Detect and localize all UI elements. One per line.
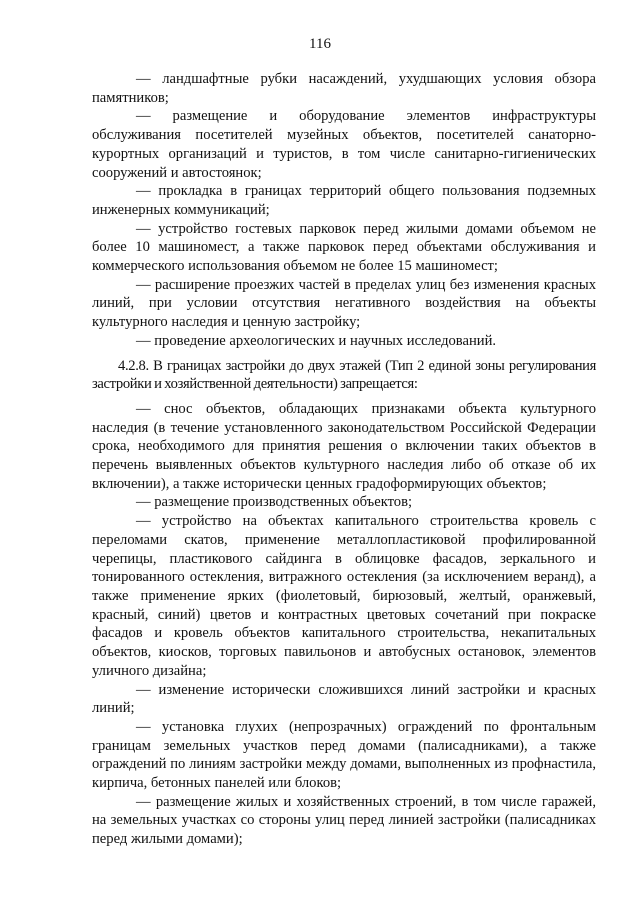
list-item: — изменение исторически сложившихся линий застройки и красных линий; [92, 681, 596, 717]
list-item: — проведение археологических и научных исследований. [136, 332, 497, 349]
list-item: — снос объектов, обладающих признаками объекта культурного наследия (в течение установленного законодательством Российской Федерации срока, необходимого для принятия решения о включении таких объектов в перечень выявленных объектов культурного наследия либо об отказе об их включении), а также исторически ценных градоформирующих объектов; [92, 400, 596, 492]
list-item: — ландшафтные рубки насаждений, ухудшающих условия обзора памятников; [92, 71, 596, 106]
list-item: — размещение производственных объектов; [136, 494, 413, 511]
list-item: — установка глухих (непрозрачных) ограждений по фронтальным границам земельных участков перед домами (палисадниками), а также ограждений по линиям застройки между домами, выполненных из профнастила, кирпича, бетонных панелей или блоков; [92, 718, 596, 792]
section-heading: 4.2.8. В границах застройки до двух этажей (Тип 2 единой зоны регулирования застройки и хозяйственной деятельности) запрещается: [92, 357, 596, 393]
list-item: — устройство на объектах капитального строительства кровель с переломами скатов, применение металлопластиковой профилированной черепицы, пластикового сайдинга в облицовке фасадов, зеркального и тонированного остекления, витражного остекления (за исключением веранд), а также применение ярких (фиолетовый, бирюзовый, желтый, оранжевый, красный, синий) цветов и контрастных цветовых сочетаний при покраске фасадов и кровель объектов капитального строительства, некапитальных объектов, киосков, торговых павильонов и автобусных остановок, элементов уличного дизайна; [92, 513, 596, 679]
list-item: — прокладка в границах территорий общего пользования подземных инженерных коммуникаций; [92, 183, 596, 218]
list-item: — размещение и оборудование элементов инфраструктуры обслуживания посетителей музейных объектов, посетителей санаторно-курортных организаций и туристов, в том числе санитарно-гигиенических сооружений и автостоянок; [92, 108, 596, 181]
list-item: — размещение жилых и хозяйственных строений, в том числе гаражей, на земельных участках со стороны улиц перед линией застройки (палисадниках перед жилыми домами); [92, 793, 596, 848]
list-item: — расширение проезжих частей в пределах улиц без изменения красных линий, при условии отсутствия негативного воздействия на объекты культурного наследия и ценную застройку; [92, 276, 596, 331]
document-body [92, 70, 596, 849]
list-item: — устройство гостевых парковок перед жилыми домами объемом не более 10 машиномест, а также парковок перед объектами обслуживания и коммерческого использования объемом не более 15 машиномест; [92, 220, 596, 275]
page-number: 116 [309, 36, 331, 52]
